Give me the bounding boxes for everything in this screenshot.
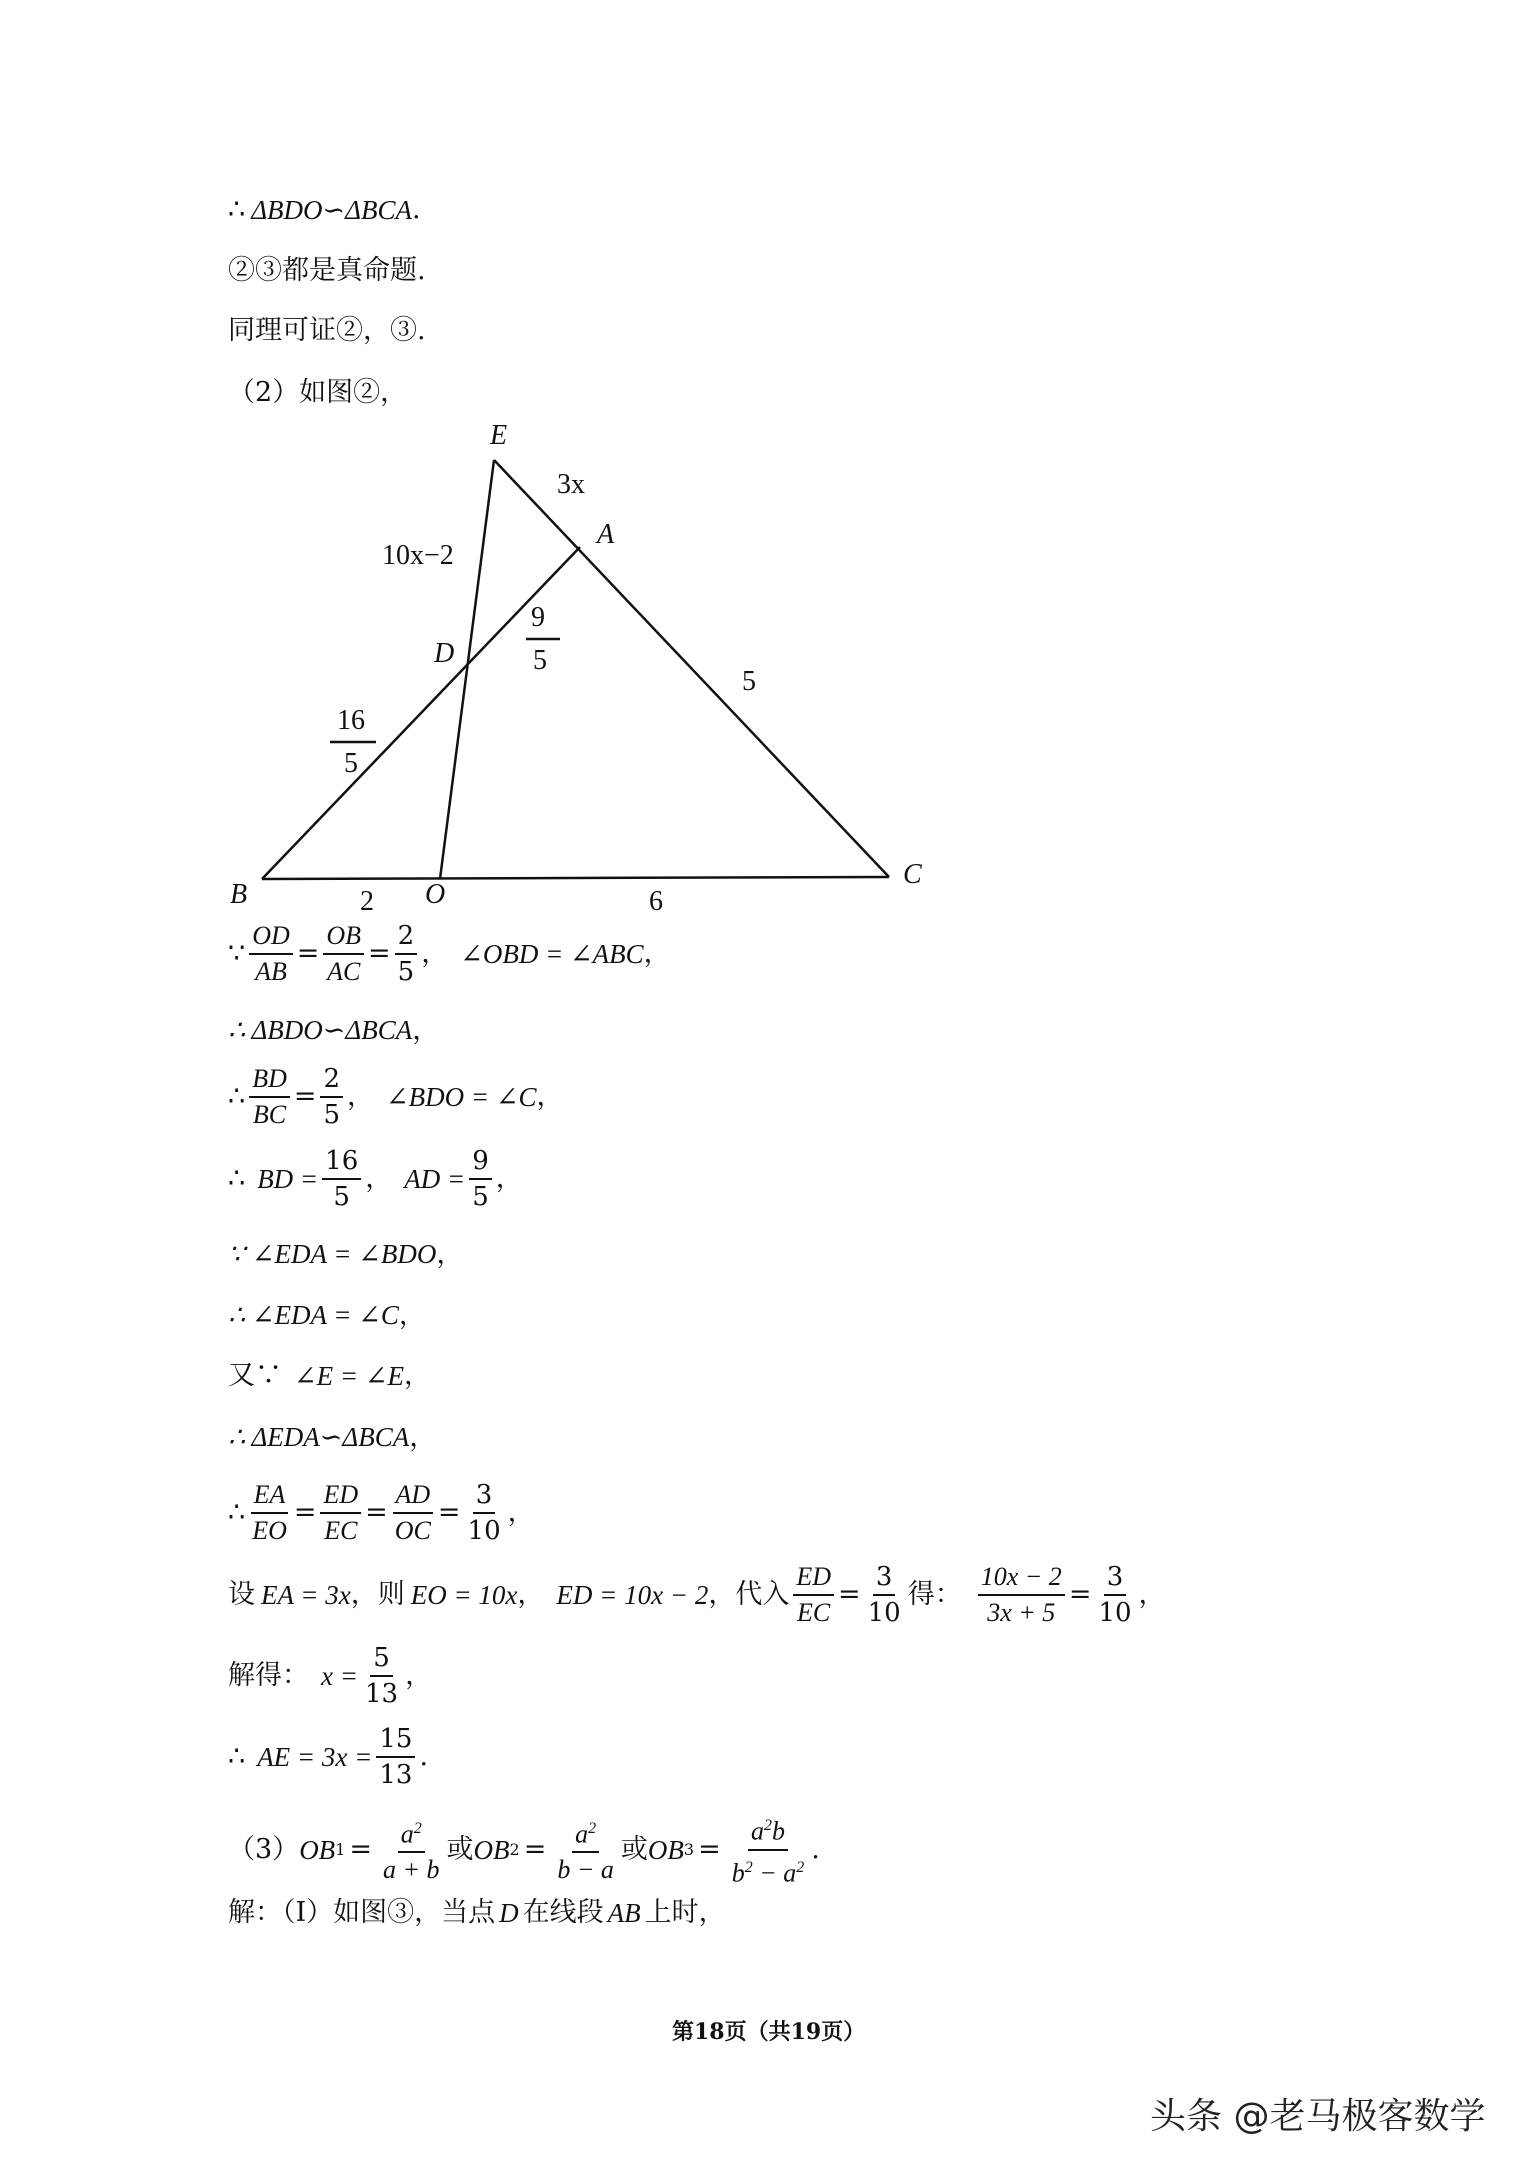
superscript: 2 (763, 1817, 772, 1834)
denominator: b − a (557, 1855, 614, 1885)
text-or: 或 (446, 1833, 474, 1865)
text-on-segment: 在线段 (522, 1897, 604, 1928)
similarity-statement: ∴ ΔEDA∽ΔBCA (228, 1422, 410, 1452)
step-bd-ad-lengths: ∴ BD = $\frac{16}{5}$ ， AD = $\frac{9}{5}$ ， (228, 1146, 523, 1212)
numerator-a: a (400, 1819, 414, 1849)
numerator: 10x − 2 (978, 1562, 1065, 1596)
step-angle-e-common: 又∵ ∠E = ∠E ， (228, 1358, 431, 1394)
fraction-five-thirteenths (362, 1643, 401, 1709)
bd-label: BD = (257, 1164, 319, 1194)
denominator: EC (797, 1598, 831, 1627)
denominator: 10 (1098, 1598, 1132, 1628)
ob-label: OB (299, 1834, 336, 1865)
denominator: 5 (323, 1100, 341, 1130)
numerator: ED (320, 1480, 361, 1514)
superscript: 2 (796, 1858, 805, 1876)
denominator: 10 (867, 1598, 901, 1628)
numerator: 5 (370, 1643, 393, 1677)
denominator-mid: − a (752, 1858, 797, 1888)
numerator-a: a (750, 1816, 764, 1846)
step-set-variable: 设 EA = 3x ，则 EO = 10x ， ED = 10x − 2 ，代入 $\frac{ED}{EC}$ = $\frac{3}{10}$ 得： $\frac{10x - 2}{3x + 5}$ = $\frac{3}{10}$ ， (228, 1562, 1166, 1628)
numerator: 3 (473, 1480, 496, 1514)
label-point-a: A (597, 519, 615, 550)
label-length-bd-denominator: 5 (344, 748, 358, 779)
denominator: OC (394, 1516, 431, 1545)
subscript: 1 (335, 1839, 346, 1859)
denominator: AC (327, 957, 361, 986)
denominator: 5 (333, 1182, 350, 1212)
label-point-d: D (434, 638, 455, 669)
therefore-symbol: ∴ (228, 1497, 246, 1528)
step-ratio-ob-ac: ∵ $\frac{OD}{AB}$ = $\frac{OB}{AC}$ = $\frac{2}{5}$ ， ∠OBD = ∠ABC ， (228, 921, 671, 987)
x-label: x = (321, 1661, 358, 1691)
denominator: AB (255, 957, 287, 986)
superscript: 2 (413, 1819, 422, 1837)
fraction-three-tenths (1095, 1562, 1134, 1628)
fraction-ed-ec (320, 1480, 361, 1546)
fraction-three-tenths (865, 1562, 904, 1628)
segment-ec (494, 460, 889, 877)
label-length-ac: 5 (742, 666, 756, 697)
fraction-two-fifths (395, 921, 418, 987)
therefore-symbol: ∴ (228, 1081, 246, 1112)
denominator: 13 (364, 1679, 399, 1709)
angle-equality: ∠BDO = ∠C (386, 1082, 537, 1112)
denominator: BC (252, 1100, 287, 1129)
fraction-ob2 (554, 1814, 617, 1886)
period: . (412, 194, 421, 225)
fraction-two-fifths (320, 1064, 343, 1130)
denominator: 5 (472, 1182, 489, 1212)
label-point-e: E (490, 420, 508, 451)
fraction-ob1 (380, 1814, 443, 1886)
denominator: 5 (397, 957, 415, 987)
label-length-oc: 6 (649, 886, 663, 917)
angle-statement: ∴ ∠EDA = ∠C (228, 1300, 399, 1330)
subscript: 2 (509, 1839, 520, 1859)
numerator: 3 (873, 1562, 896, 1596)
label-point-c: C (903, 859, 922, 890)
ad-label: AD = (404, 1164, 466, 1194)
numerator: BD (249, 1064, 290, 1098)
label-length-da-numerator: 9 (531, 602, 545, 633)
text-set: 设 (228, 1579, 255, 1610)
fraction-nine-fifths (469, 1146, 492, 1212)
ed-expression: ED = 10x − 2 (556, 1580, 709, 1610)
page-footer: 第18页（共19页） (672, 2019, 866, 2045)
superscript: 2 (744, 1858, 753, 1876)
label-length-ed: 10x−2 (382, 540, 454, 571)
label-length-bd-numerator: 16 (337, 705, 365, 736)
label-point-o: O (425, 879, 446, 910)
step-similarity-bdo-bca: ∴ ΔBDO∽ΔBCA ， (228, 1012, 439, 1048)
step-ratio-bd-bc: ∴ $\frac{BD}{BC}$ = $\frac{2}{5}$ ， ∠BDO = ∠C ， (228, 1064, 564, 1130)
numerator-b: b (771, 1816, 785, 1846)
segment-ba (262, 547, 580, 879)
line-similarly-proved: 同理可证②，③. (228, 315, 426, 346)
line-true-propositions: ②③都是真命题. (228, 255, 426, 286)
denominator: 10 (467, 1516, 501, 1546)
also-because: 又∵ (228, 1360, 282, 1391)
ae-expression: AE = 3x = (257, 1742, 373, 1772)
label-length-bo: 2 (360, 886, 374, 917)
fraction-od-ab (249, 921, 293, 987)
superscript: 2 (588, 1819, 597, 1837)
text-or: 或 (620, 1833, 648, 1865)
fraction-sixteen-fifths (322, 1146, 361, 1212)
fraction-three-tenths (465, 1480, 504, 1546)
segment-ab: AB (607, 1898, 641, 1928)
text-solution-intro: 解：（Ⅰ）如图③，当点 (228, 1897, 496, 1928)
therefore-symbol: ∴ (228, 194, 246, 225)
numerator: 15 (376, 1724, 415, 1758)
text-get: 得： (907, 1579, 962, 1610)
label-length-da-denominator: 5 (533, 645, 547, 676)
fraction-equation-lhs (978, 1562, 1065, 1628)
numerator: OD (249, 921, 293, 955)
angle-statement: ∵ ∠EDA = ∠BDO (228, 1239, 437, 1269)
text-solved: 解得： (228, 1660, 309, 1691)
numerator: OB (323, 921, 364, 955)
fraction-ea-eo (249, 1480, 290, 1546)
similarity-expression: ΔBDO∽ΔBCA (251, 195, 412, 225)
part-3-label: （3） (228, 1833, 300, 1865)
similarity-statement: ∴ ΔBDO∽ΔBCA (228, 1015, 413, 1045)
numerator-a: a (575, 1819, 589, 1849)
ea-expression: EA = 3x (261, 1580, 351, 1610)
denominator-b: b (731, 1858, 745, 1888)
therefore-symbol: ∴ (228, 1741, 246, 1772)
step-ratio-chain: ∴ $\frac{EA}{EO}$ = $\frac{ED}{EC}$ = $\frac{AD}{OC}$ = $\frac{3}{10}$ ， (228, 1480, 535, 1546)
watermark: 头条 @老马极客数学 (1150, 2096, 1486, 2137)
ob-label: OB (473, 1834, 510, 1865)
segment-bc (262, 877, 889, 879)
denominator: 3x + 5 (987, 1598, 1056, 1627)
ob-label: OB (647, 1834, 684, 1865)
text-when: 上时， (644, 1897, 726, 1928)
numerator: ED (793, 1562, 834, 1596)
therefore-symbol: ∴ (228, 1163, 246, 1194)
step-angle-eda-c: ∴ ∠EDA = ∠C ， (228, 1297, 426, 1333)
denominator: EC (324, 1516, 358, 1545)
step-ae-result: ∴ AE = 3x = $\frac{15}{13}$ . (228, 1724, 429, 1790)
fraction-ed-ec (793, 1562, 834, 1628)
numerator: AD (393, 1480, 434, 1514)
denominator: EO (252, 1516, 287, 1545)
text-then: ，则 (350, 1579, 405, 1610)
numerator: 2 (320, 1064, 343, 1098)
step-part-3-answers: （3） OB 1 = $\frac{a^2}{a + b}$ 或 OB 2 = $\frac{a^2}{b - a}$ 或 OB 3 = $\frac{a^2b}{b^2 - a^2}$ . (228, 1811, 820, 1888)
eo-expression: EO = 10x (410, 1580, 518, 1610)
step-solution-case-1 (228, 1895, 726, 1931)
step-similarity-eda-bca: ∴ ΔEDA∽ΔBCA ， (228, 1419, 436, 1455)
point-d: D (499, 1898, 519, 1928)
numerator: 16 (322, 1146, 361, 1180)
step-angle-eda-bdo: ∵ ∠EDA = ∠BDO ， (228, 1236, 463, 1272)
because-symbol: ∵ (228, 938, 246, 969)
angle-equality: ∠OBD = ∠ABC (460, 939, 644, 969)
step-solve-x: 解得： x = $\frac{5}{13}$ ， (228, 1643, 433, 1709)
numerator: EA (251, 1480, 289, 1514)
numerator: 3 (1104, 1562, 1127, 1596)
fraction-ob3 (729, 1811, 808, 1888)
denominator: a + b (383, 1855, 440, 1885)
label-point-b: B (230, 879, 248, 910)
denominator: 13 (379, 1760, 413, 1790)
numerator: 2 (395, 921, 418, 955)
fraction-ob-ac (323, 921, 364, 987)
fraction-fifteen-thirteenths (376, 1724, 415, 1790)
fraction-bd-bc (249, 1064, 290, 1130)
angle-statement: ∠E = ∠E (294, 1361, 404, 1391)
subscript: 3 (683, 1839, 695, 1859)
text-substitute: ，代入 (708, 1579, 790, 1610)
label-length-ea: 3x (557, 469, 585, 500)
numerator: 9 (469, 1146, 492, 1180)
line-part-2-heading: （2）如图②， (228, 377, 408, 408)
fraction-ad-oc (392, 1480, 434, 1546)
